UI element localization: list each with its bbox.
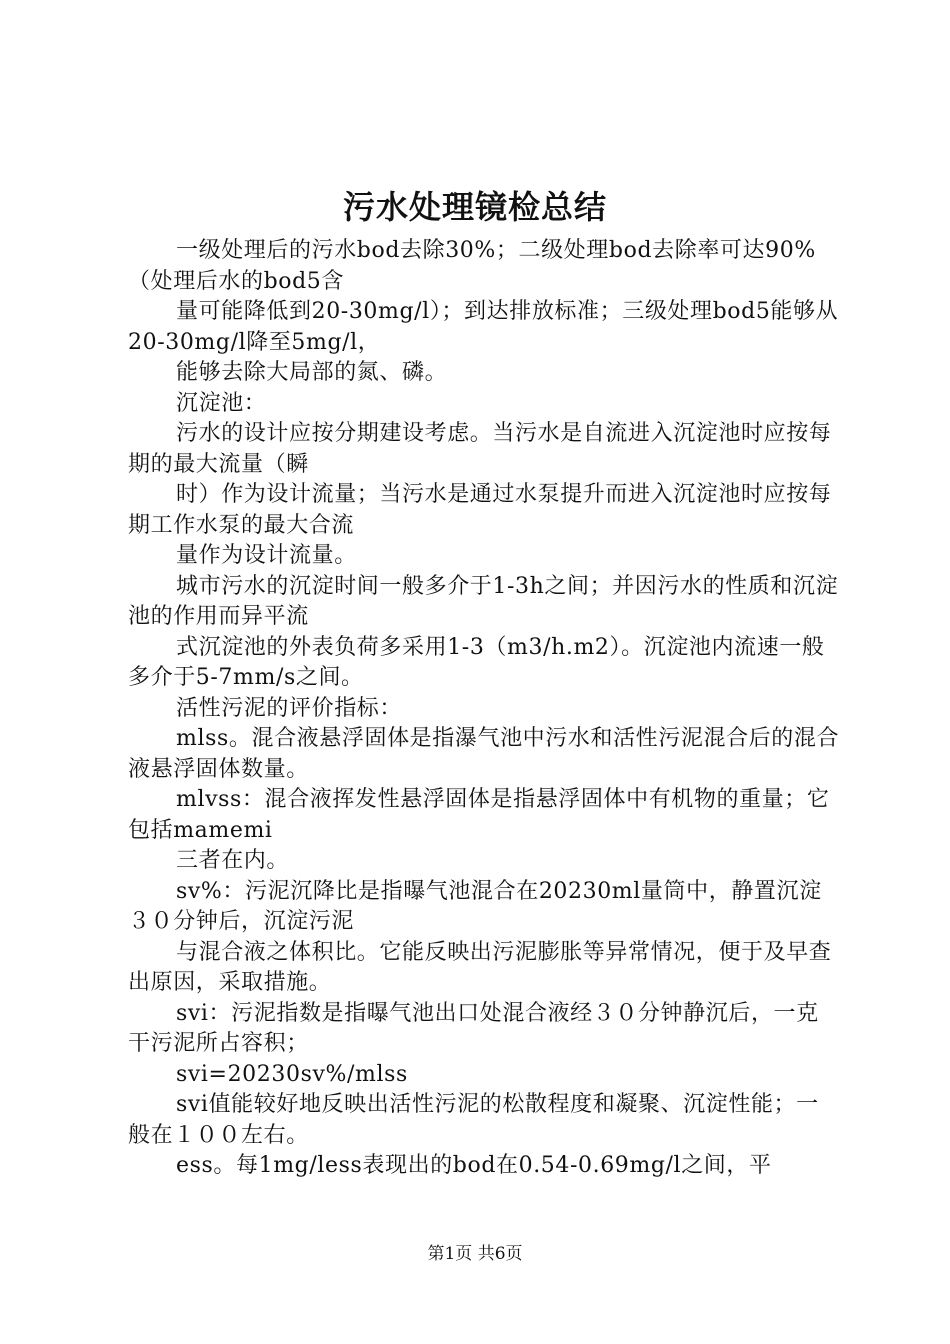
paragraph: 量作为设计流量。	[176, 543, 357, 568]
paragraph: 沉淀池：	[176, 390, 267, 416]
paragraph: 三者在内。	[176, 848, 290, 873]
paragraph: svi=20230sv%/mlss	[176, 1061, 408, 1087]
paragraph: 活性污泥的评价指标：	[176, 695, 403, 721]
paragraph: 污水的设计应按分期建设考虑。当污水是自流进入沉淀池时应按每期的最大流量（瞬	[128, 421, 832, 477]
paragraph: svi：污泥指数是指曝气池出口处混合液经３０分钟静沉后，一克干污泥所占容积；	[128, 1000, 819, 1056]
document-body	[128, 236, 840, 1182]
paragraph: svi值能较好地反映出活性污泥的松散程度和凝聚、沉淀性能；一般在１００左右。	[128, 1092, 819, 1148]
page-number-footer: 第1页 共6页	[427, 1244, 523, 1264]
paragraph: 量可能降低到20-30mg/l）；到达排放标准；三级处理bod5能够从20-30mg/l降至5mg/l，	[128, 299, 839, 355]
paragraph: 城市污水的沉淀时间一般多介于1-3h之间；并因污水的性质和沉淀池的作用而异平流	[128, 573, 839, 629]
paragraph: 能够去除大局部的氮、磷。	[176, 360, 448, 385]
paragraph: mlvss：混合液挥发性悬浮固体是指悬浮固体中有机物的重量；它包括mamemi	[128, 787, 830, 843]
paragraph: ess。每1mg/less表现出的bod在0.54-0.69mg/l之间，平	[176, 1153, 772, 1178]
paragraph: 一级处理后的污水bod去除30%；二级处理bod去除率可达90%（处理后水的bod5含	[128, 238, 816, 294]
document-title: 污水处理镜检总结	[342, 188, 607, 226]
paragraph: sv%：污泥沉降比是指曝气池混合在20230ml量筒中，静置沉淀３０分钟后，沉淀污泥	[128, 878, 822, 934]
paragraph: 时）作为设计流量；当污水是通过水泵提升而进入沉淀池时应按每期工作水泵的最大合流	[128, 482, 832, 538]
paragraph: 与混合液之体积比。它能反映出污泥膨胀等异常情况，便于及早查出原因，采取措施。	[128, 939, 832, 995]
paragraph: mlss。混合液悬浮固体是指瀑气池中污水和活性污泥混合后的混合液悬浮固体数量。	[128, 726, 840, 782]
paragraph: 式沉淀池的外表负荷多采用1-3（m3/h.m2）。沉淀池内流速一般多介于5-7mm/s之间。	[128, 634, 825, 690]
